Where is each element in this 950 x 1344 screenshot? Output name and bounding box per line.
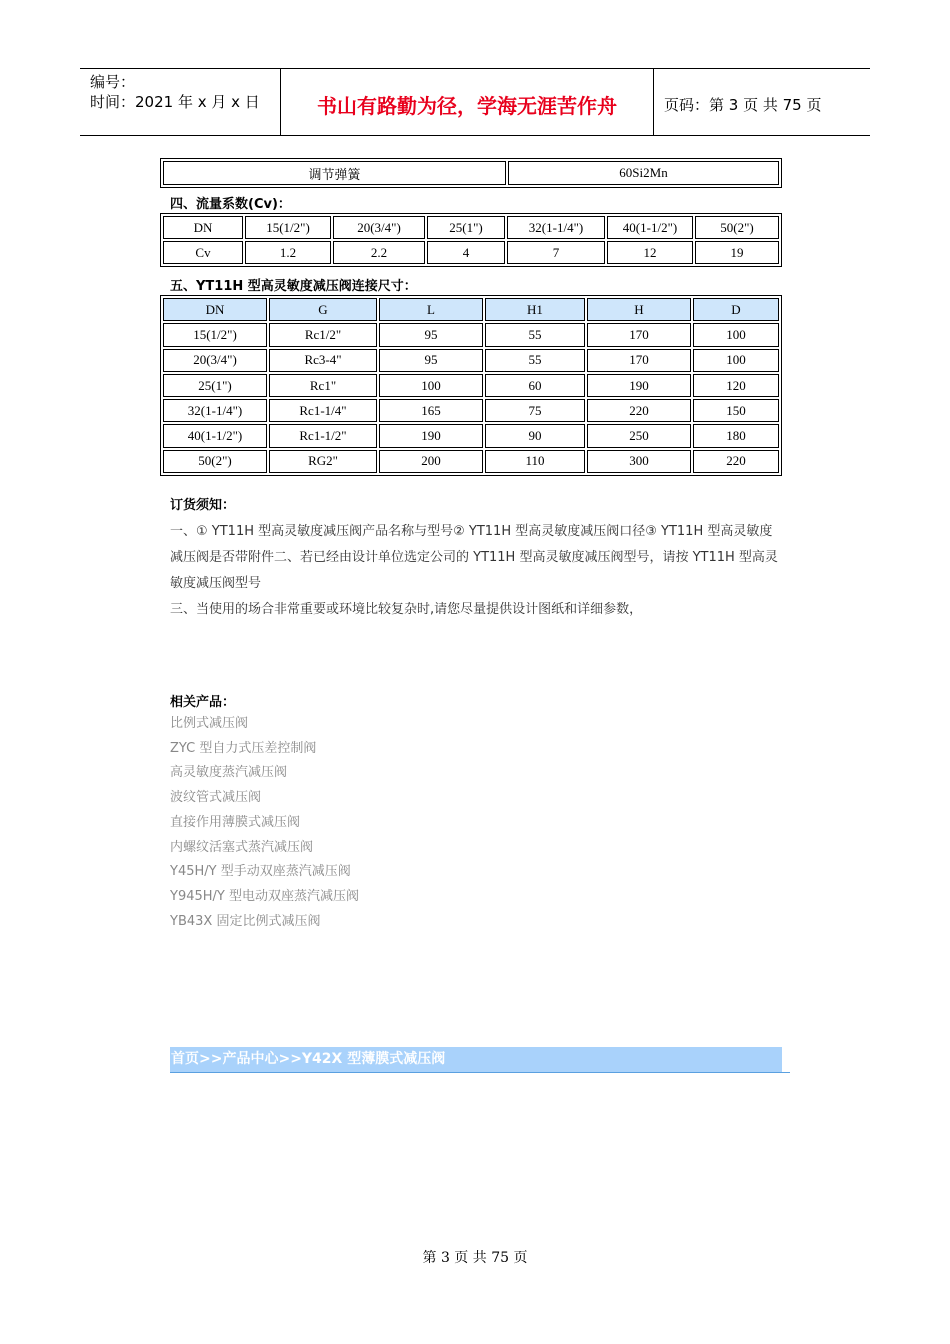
order-title: 订货须知：	[170, 498, 236, 513]
table-cell: 250	[587, 424, 691, 447]
related-item[interactable]: 内螺纹活塞式蒸汽减压阀	[170, 839, 314, 855]
material-table	[160, 158, 782, 188]
table-cell: H	[587, 298, 691, 321]
related-item[interactable]: 直接作用薄膜式减压阀	[170, 814, 301, 830]
table-row	[163, 424, 779, 447]
related-item[interactable]: 比例式减压阀	[170, 716, 249, 731]
table-cell: 32(1-1/4")	[507, 216, 605, 239]
table-cell: Rc1-1/4"	[269, 399, 377, 422]
table-cell: 60	[485, 374, 585, 397]
header-motto: 书山有路勤为径，学海无涯苦作舟	[281, 69, 654, 135]
table-cell: 2.2	[333, 241, 425, 264]
table-cell: 20(3/4")	[333, 216, 425, 239]
table-cell: 300	[587, 450, 691, 473]
related-title: 相关产品：	[170, 695, 236, 710]
related-item[interactable]: YB43X 固定比例式减压阀	[170, 913, 321, 929]
header-meta	[80, 69, 281, 135]
table-cell: 12	[607, 241, 693, 264]
related-item[interactable]: Y945H/Y 型电动双座蒸汽减压阀	[170, 888, 359, 904]
table-cell: 40(1-1/2")	[163, 424, 267, 447]
table-cell: 32(1-1/4")	[163, 399, 267, 422]
table-cell: 7	[507, 241, 605, 264]
table-cell: 25(1")	[163, 374, 267, 397]
table-cell: 95	[379, 323, 483, 346]
table-cell: 220	[693, 450, 779, 473]
material-part: 调节弹簧	[163, 161, 506, 185]
table-cell: 190	[587, 374, 691, 397]
table-cell: H1	[485, 298, 585, 321]
table-cell: 200	[379, 450, 483, 473]
table-cell: 20(3/4")	[163, 349, 267, 372]
related-item[interactable]: 高灵敏度蒸汽减压阀	[170, 765, 288, 781]
table-cell: 170	[587, 349, 691, 372]
table-cell: 180	[693, 424, 779, 447]
related-item[interactable]: Y45H/Y 型手动双座蒸汽减压阀	[170, 864, 351, 880]
table-cell: 190	[379, 424, 483, 447]
related-item[interactable]: ZYC 型自力式压差控制阀	[170, 740, 317, 756]
table-cell: Rc1-1/2"	[269, 424, 377, 447]
table-cell: D	[693, 298, 779, 321]
table-cell: 50(2")	[163, 450, 267, 473]
page-header	[80, 68, 870, 136]
table-cell: Rc1/2"	[269, 323, 377, 346]
related-item[interactable]: 波纹管式减压阀	[170, 790, 262, 806]
table-cell: 100	[379, 374, 483, 397]
table-cell: Rc1"	[269, 374, 377, 397]
table-cell: RG2"	[269, 450, 377, 473]
table-cell: L	[379, 298, 483, 321]
table-cell: 75	[485, 399, 585, 422]
page-footer: 第 3 页 共 75 页	[422, 1250, 528, 1266]
table-row	[163, 399, 779, 422]
table-cell: 55	[485, 349, 585, 372]
table-cell: 100	[693, 349, 779, 372]
table-cell: 100	[693, 323, 779, 346]
table-cell: 55	[485, 323, 585, 346]
table-cell: 150	[693, 399, 779, 422]
order-paragraph-1: 一、① YT11H 型高灵敏度减压阀产品名称与型号② YT11H 型高灵敏度减压阀口径③ YT11H 型高灵敏度减压阀是否带附件二、若已经由设计单位选定公司的 YT11H 型高灵敏度减压阀型号，请按 YT11H 型高灵敏度减压阀型号	[170, 524, 778, 591]
table-row	[163, 161, 779, 185]
table-cell: G	[269, 298, 377, 321]
table-cell: 1.2	[245, 241, 331, 264]
table-cell: Cv	[163, 241, 243, 264]
order-paragraph-2: 三、当使用的场合非常重要或环境比较复杂时,请您尽量提供设计图纸和详细参数，	[170, 602, 643, 617]
table-cell: 25(1")	[427, 216, 505, 239]
table-cell: 15(1/2")	[163, 323, 267, 346]
time-label: 时间：2021 年 x 月 x 日	[90, 93, 260, 111]
table-cell: 40(1-1/2")	[607, 216, 693, 239]
table-cell: Rc3-4"	[269, 349, 377, 372]
table-cell: 170	[587, 323, 691, 346]
table-row	[163, 323, 779, 346]
table-cell: 19	[695, 241, 779, 264]
table-row	[163, 349, 779, 372]
table-cell: 165	[379, 399, 483, 422]
order-notes	[170, 493, 785, 623]
table-cell: 15(1/2")	[245, 216, 331, 239]
table-header-row	[163, 298, 779, 321]
material-value: 60Si2Mn	[508, 161, 779, 185]
dimension-table	[160, 295, 782, 476]
header-page-label: 页码：第 3 页 共 75 页	[664, 95, 822, 114]
cv-section-title: 四、流量系数(Cv)：	[170, 197, 291, 212]
table-row	[163, 241, 779, 264]
table-row	[163, 450, 779, 473]
breadcrumb[interactable]: 首页>>产品中心>>Y42X 型薄膜式减压阀	[170, 1047, 782, 1072]
number-label: 编号：	[90, 73, 136, 91]
table-cell: 4	[427, 241, 505, 264]
table-cell: DN	[163, 216, 243, 239]
table-cell: 110	[485, 450, 585, 473]
cv-table	[160, 213, 782, 267]
table-row	[163, 216, 779, 239]
table-cell: 220	[587, 399, 691, 422]
table-cell: 90	[485, 424, 585, 447]
related-list	[170, 712, 359, 934]
table-cell: 95	[379, 349, 483, 372]
table-cell: 120	[693, 374, 779, 397]
table-cell: 50(2")	[695, 216, 779, 239]
breadcrumb-underline	[170, 1072, 790, 1073]
table-row	[163, 374, 779, 397]
dim-section-title: 五、YT11H 型高灵敏度减压阀连接尺寸：	[170, 279, 417, 294]
table-cell: DN	[163, 298, 267, 321]
